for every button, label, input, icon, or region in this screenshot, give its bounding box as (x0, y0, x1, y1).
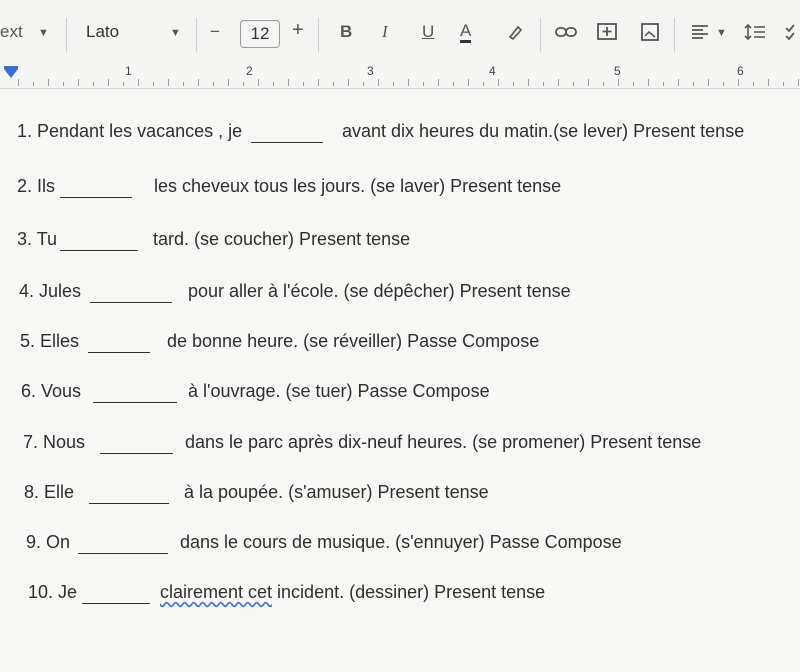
decrease-font-size-button[interactable]: − (210, 22, 220, 41)
ruler-tick (798, 79, 799, 86)
ruler-tick (303, 82, 304, 86)
exercise-prompt: 6. Vous (21, 381, 82, 401)
exercise-prompt: 2. Ils (17, 176, 56, 196)
ruler-tick (693, 82, 694, 86)
ruler-tick (33, 82, 34, 86)
ruler-tick (783, 82, 784, 86)
align-icon[interactable] (690, 22, 710, 47)
exercise-clue-tail: incident. (dessiner) Present tense (272, 582, 546, 602)
exercise-clue: de bonne heure. (se réveiller) Passe Compose (167, 331, 540, 351)
ruler-tick (393, 82, 394, 86)
exercise-prompt: 9. On (26, 532, 71, 552)
exercise-clue: tard. (se coucher) Present tense (153, 229, 411, 249)
ruler-tick (318, 79, 319, 86)
answer-blank[interactable] (82, 603, 150, 604)
ruler-tick (663, 82, 664, 86)
ruler-tick (243, 82, 244, 86)
ruler-tick (93, 82, 94, 86)
italic-button[interactable]: I (382, 22, 388, 41)
checklist-icon[interactable] (784, 22, 800, 47)
exercise-prompt: 3. Tu (17, 229, 58, 249)
ruler-tick (423, 82, 424, 86)
answer-blank[interactable] (89, 503, 169, 504)
answer-blank[interactable] (93, 402, 177, 403)
ruler-number: 4 (489, 64, 496, 78)
ruler-tick (273, 82, 274, 86)
increase-font-size-button[interactable]: + (292, 19, 304, 41)
toolbar-divider (66, 18, 67, 52)
style-dropdown[interactable]: ext (0, 22, 23, 41)
ruler-number: 1 (125, 64, 132, 78)
ruler-tick (753, 82, 754, 86)
chevron-down-icon[interactable]: ▼ (38, 27, 49, 39)
ruler-tick (618, 79, 619, 86)
add-comment-icon[interactable] (596, 22, 618, 49)
exercise-prompt: 4. Jules (19, 281, 82, 301)
ruler-tick (288, 79, 289, 86)
ruler-tick (498, 79, 499, 86)
ruler-tick (603, 82, 604, 86)
ruler-tick (438, 79, 439, 86)
document-page[interactable] (0, 89, 800, 672)
exercise-prompt: 7. Nous (23, 432, 86, 452)
exercise-prompt: 8. Elle (24, 482, 75, 502)
ruler-tick (468, 79, 469, 86)
ruler-tick (258, 79, 259, 86)
ruler-number: 2 (246, 64, 253, 78)
font-dropdown[interactable]: Lato (86, 22, 120, 41)
ruler-tick (453, 82, 454, 86)
exercise-clue: dans le cours de musique. (s'ennuyer) Passe Compose (180, 532, 622, 552)
insert-image-icon[interactable] (640, 22, 660, 47)
ruler-tick (768, 79, 769, 86)
exercise-clue: à la poupée. (s'amuser) Present tense (184, 482, 489, 502)
line-spacing-icon[interactable] (744, 22, 766, 47)
answer-blank[interactable] (251, 142, 323, 143)
chevron-down-icon[interactable]: ▼ (170, 27, 181, 39)
ruler-tick (633, 82, 634, 86)
ruler-tick (588, 79, 589, 86)
bold-button[interactable]: B (340, 22, 353, 41)
spellcheck-underlined-text[interactable]: clairement cet (160, 582, 273, 602)
font-size-input[interactable]: 12 (240, 20, 280, 48)
ruler-tick (573, 82, 574, 86)
exercise-clue (160, 582, 545, 603)
ruler-tick (168, 79, 169, 86)
ruler-tick (708, 79, 709, 86)
ruler-tick (528, 79, 529, 86)
ruler-tick (648, 79, 649, 86)
ruler-number: 6 (737, 64, 744, 78)
ruler-tick (738, 79, 739, 86)
answer-blank[interactable] (78, 553, 168, 554)
ruler[interactable] (0, 62, 800, 89)
ruler-tick (333, 82, 334, 86)
ruler-tick (228, 79, 229, 86)
ruler-tick (18, 79, 19, 86)
answer-blank[interactable] (60, 250, 138, 251)
ruler-tick (63, 82, 64, 86)
ruler-number: 3 (367, 64, 374, 78)
answer-blank[interactable] (90, 302, 172, 303)
answer-blank[interactable] (100, 453, 173, 454)
answer-blank[interactable] (60, 197, 132, 198)
ruler-tick (138, 79, 139, 86)
ruler-tick (408, 79, 409, 86)
answer-blank[interactable] (88, 352, 150, 353)
toolbar-divider (318, 18, 319, 52)
toolbar-divider (540, 18, 541, 52)
toolbar-divider (196, 18, 197, 52)
ruler-tick (348, 79, 349, 86)
exercise-clue: pour aller à l'école. (se dépêcher) Present tense (188, 281, 571, 301)
ruler-tick (198, 79, 199, 86)
exercise-clue: à l'ouvrage. (se tuer) Passe Compose (188, 381, 490, 401)
ruler-tick (678, 79, 679, 86)
exercise-prompt: 1. Pendant les vacances , je (17, 121, 243, 141)
formatting-toolbar (0, 0, 800, 66)
ruler-tick (48, 79, 49, 86)
exercise-clue: avant dix heures du matin.(se lever) Present tense (342, 121, 745, 141)
underline-button[interactable]: U (422, 22, 435, 41)
ruler-tick (558, 79, 559, 86)
ruler-tick (123, 82, 124, 86)
ruler-tick (723, 82, 724, 86)
text-color-button[interactable]: A (460, 22, 471, 43)
ruler-tick (363, 82, 364, 86)
ruler-tick (513, 82, 514, 86)
ruler-tick (183, 82, 184, 86)
chevron-down-icon[interactable]: ▼ (716, 27, 727, 39)
exercise-clue: les cheveux tous les jours. (se laver) Present tense (154, 176, 562, 196)
exercise-prompt: 10. Je (28, 582, 78, 602)
ruler-number: 5 (614, 64, 621, 78)
highlight-pen-icon[interactable] (506, 22, 526, 47)
exercise-prompt: 5. Elles (20, 331, 80, 351)
left-indent-marker[interactable] (4, 69, 18, 78)
ruler-tick (543, 82, 544, 86)
link-icon[interactable] (554, 22, 578, 47)
exercise-clue: dans le parc après dix-neuf heures. (se promener) Present tense (185, 432, 702, 452)
ruler-tick (483, 82, 484, 86)
ruler-tick (108, 79, 109, 86)
ruler-tick (78, 79, 79, 86)
ruler-tick (213, 82, 214, 86)
ruler-tick (378, 79, 379, 86)
toolbar-divider (674, 18, 675, 52)
ruler-tick (153, 82, 154, 86)
